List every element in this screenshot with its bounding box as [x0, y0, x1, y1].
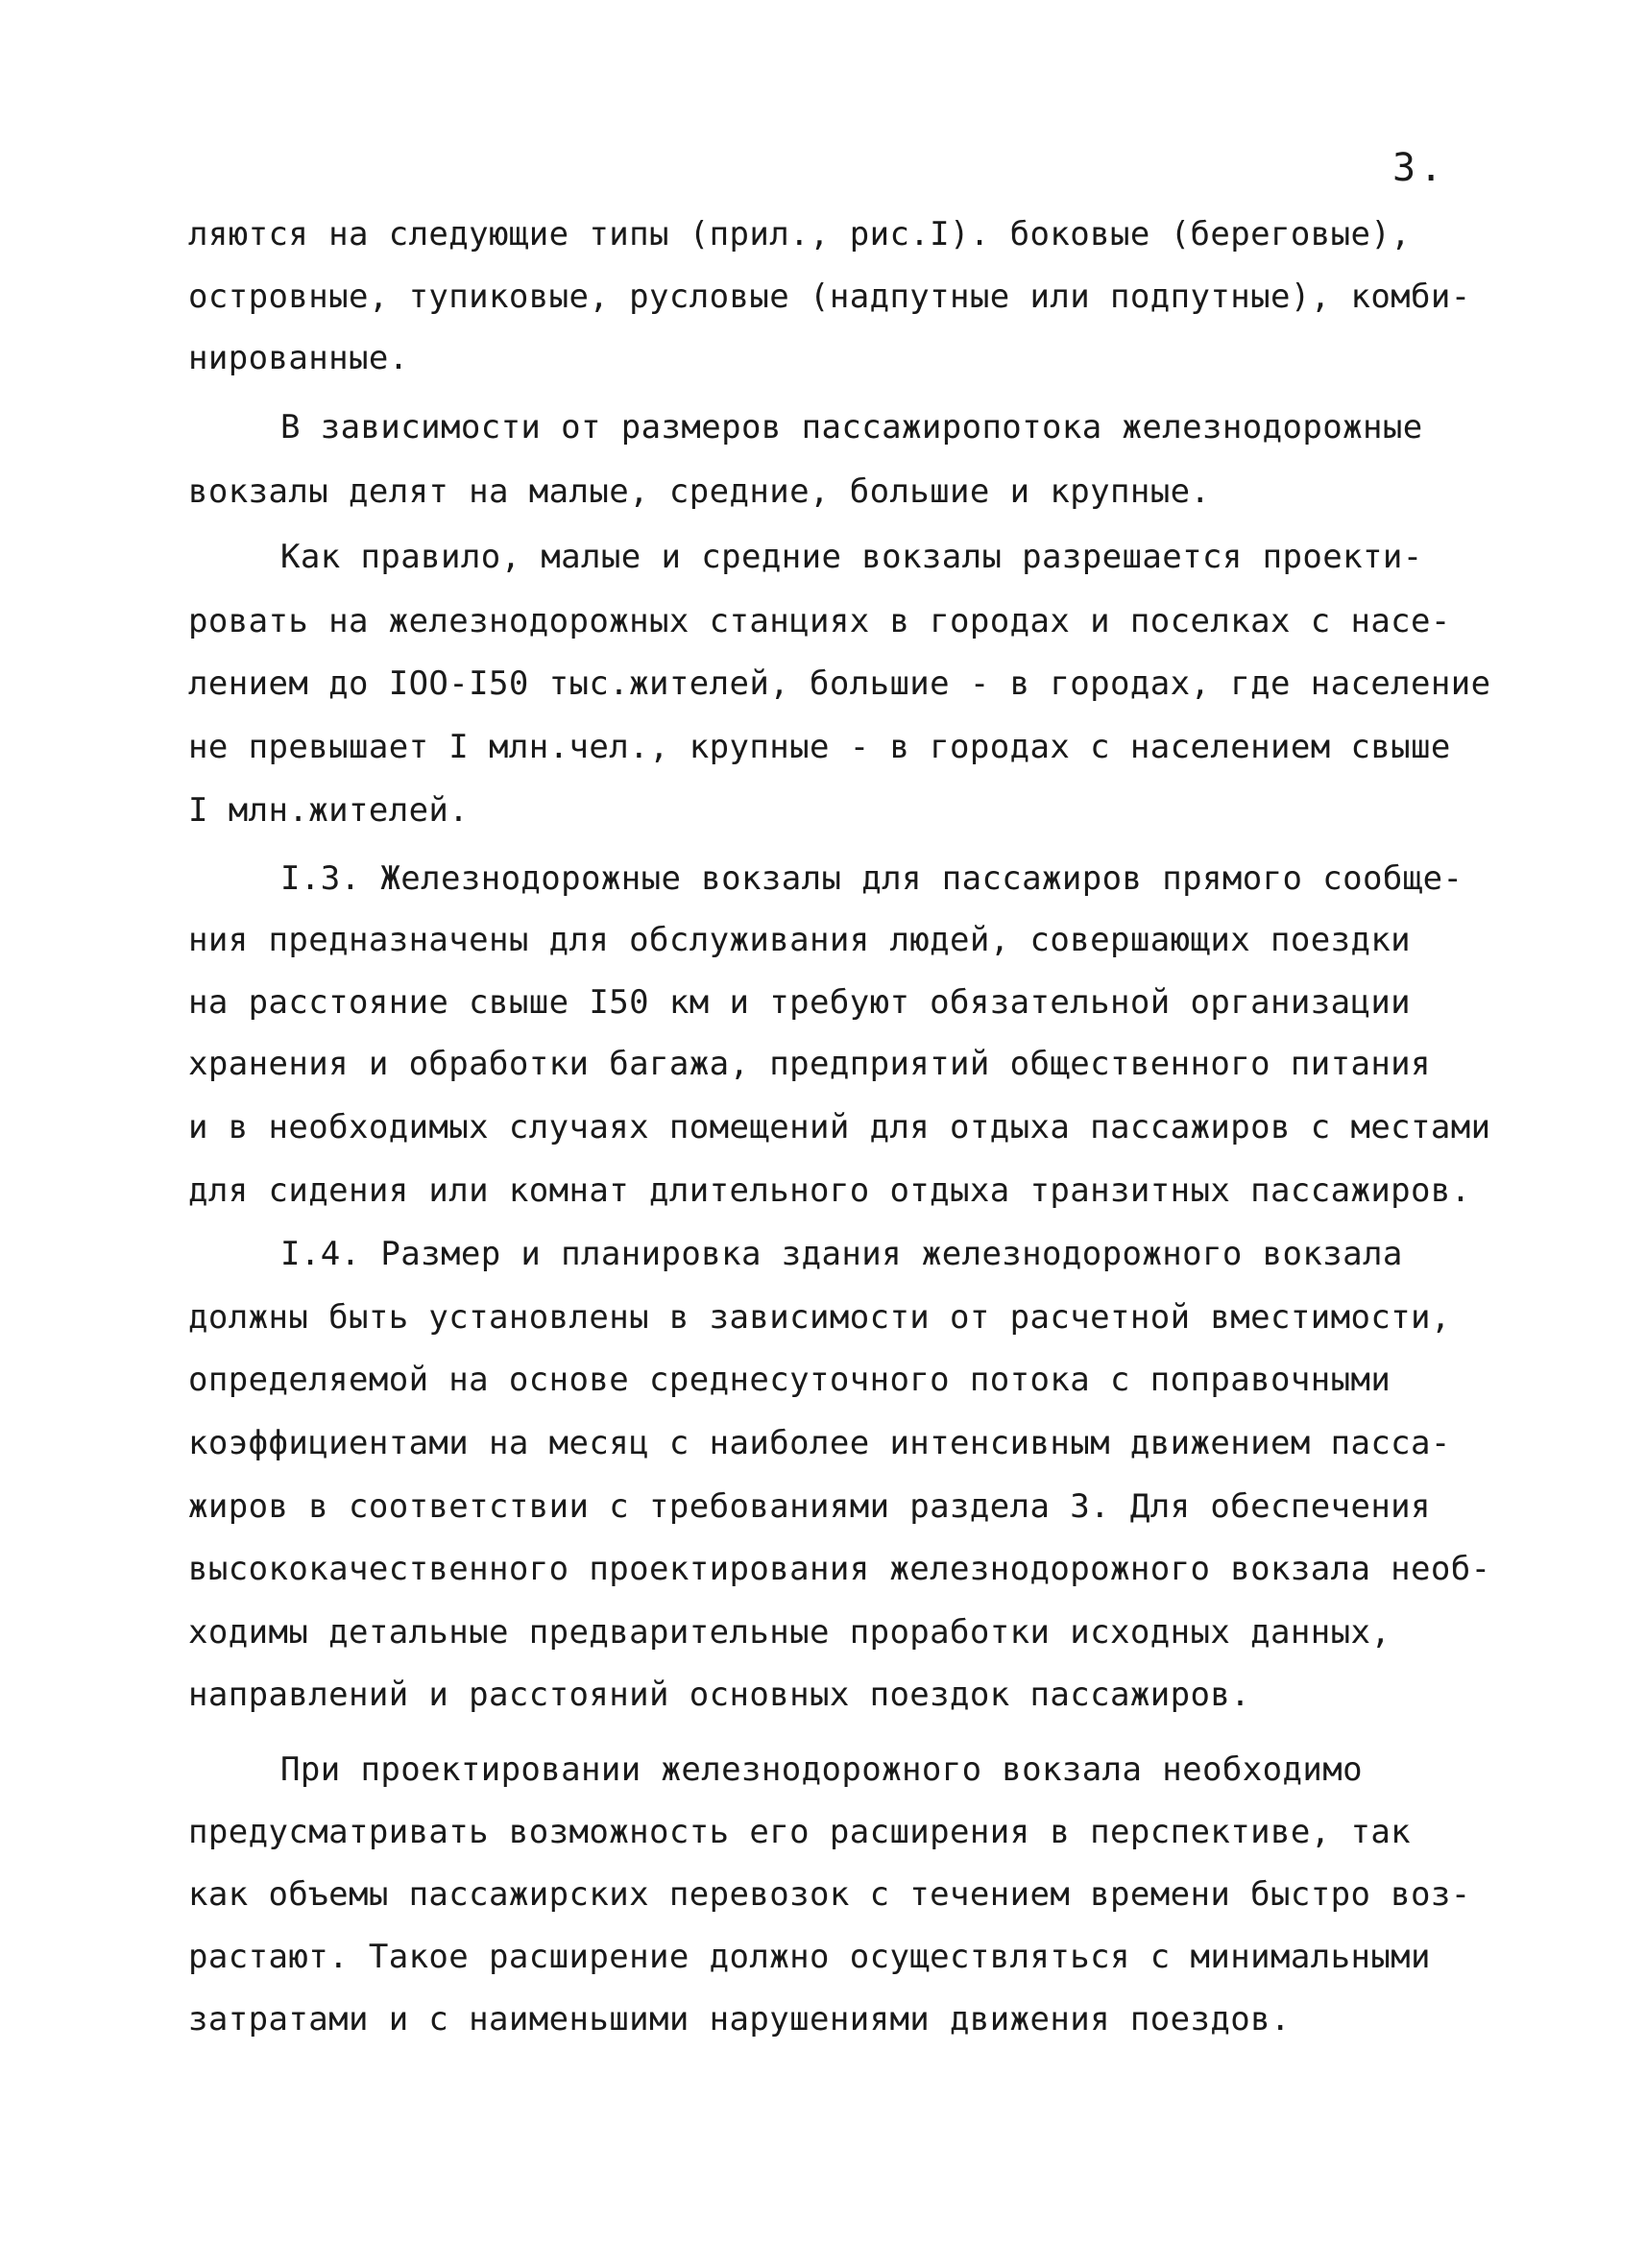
text-line: растают. Такое расширение должно осуществляться с минимальными — [188, 1938, 1431, 1976]
text-line: направлений и расстояний основных поездок пассажиров. — [188, 1676, 1251, 1714]
paragraph-first-line: При проектировании железнодорожного вокзала необходимо — [280, 1750, 1363, 1789]
text-line: островные, тупиковые, русловые (надпутные или подпутные), комби- — [188, 277, 1471, 316]
text-line: жиров в соответствии с требованиями раздела 3. Для обеспечения — [188, 1487, 1431, 1526]
paragraph-first-line: I.3. Железнодорожные вокзалы для пассажиров прямого сообще- — [280, 859, 1464, 898]
text-line: ния предназначены для обслуживания людей, совершающих поездки — [188, 921, 1412, 959]
paragraph-first-line: I.4. Размер и планировка здания железнодорожного вокзала — [280, 1235, 1403, 1273]
text-line: ляются на следующие типы (прил., рис.I). боковые (береговые), — [188, 215, 1412, 253]
paragraph-first-line: В зависимости от размеров пассажиропотока железнодорожные — [280, 408, 1423, 446]
text-line: для сидения или комнат длительного отдыха транзитных пассажиров. — [188, 1171, 1471, 1210]
text-line: определяемой на основе среднесуточного потока с поправочными — [188, 1361, 1391, 1399]
text-line: нированные. — [188, 339, 409, 377]
text-line: затратами и с наименьшими нарушениями движения поездов. — [188, 2000, 1291, 2039]
text-line: высококачественного проектирования железнодорожного вокзала необ- — [188, 1550, 1491, 1588]
text-line: хранения и обработки багажа, предприятий общественного питания — [188, 1045, 1431, 1083]
text-line: и в необходимых случаях помещений для отдыха пассажиров с местами — [188, 1108, 1491, 1146]
text-line: на расстояние свыше I50 км и требуют обязательной организации — [188, 983, 1412, 1022]
text-line: коэффициентами на месяц с наиболее интенсивным движением пасса- — [188, 1424, 1451, 1462]
text-line: предусматривать возможность его расширения в перспективе, так — [188, 1813, 1412, 1851]
text-line: должны быть установлены в зависимости от расчетной вместимости, — [188, 1298, 1451, 1337]
text-line: ходимы детальные предварительные проработки исходных данных, — [188, 1613, 1391, 1652]
page-number: 3. — [1392, 146, 1447, 190]
text-line: I млн.жителей. — [188, 791, 470, 830]
paragraph-first-line: Как правило, малые и средние вокзалы разрешается проекти- — [280, 538, 1423, 576]
text-line: ровать на железнодорожных станциях в городах и поселках с насе- — [188, 602, 1451, 640]
text-line: как объемы пассажирских перевозок с течением времени быстро воз- — [188, 1875, 1471, 1914]
text-line: не превышает I млн.чел., крупные - в городах с населением свыше — [188, 728, 1451, 766]
text-line: вокзалы делят на малые, средние, большие и крупные. — [188, 472, 1211, 511]
text-line: лением до IOO-I50 тыс.жителей, большие - в городах, где население — [188, 664, 1491, 703]
